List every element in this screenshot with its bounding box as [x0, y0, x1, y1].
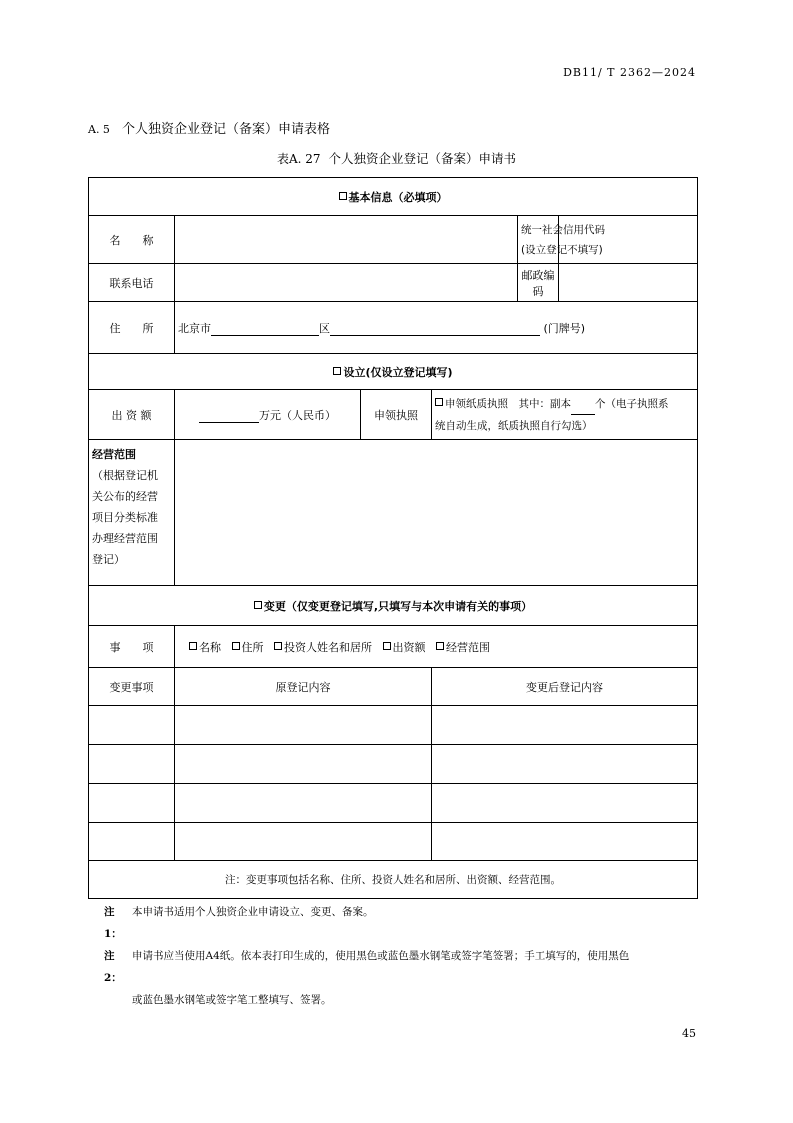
postal-code-label: 邮政编码 — [518, 264, 559, 302]
capital-field[interactable]: 万元（人民币） — [175, 390, 361, 440]
option-investor[interactable]: 投资人姓名和居所 — [274, 641, 372, 654]
change-item-cell[interactable] — [89, 706, 175, 745]
address-row — [89, 302, 698, 354]
option-address[interactable]: 住所 — [232, 641, 264, 654]
capital-label: 出 资 额 — [89, 390, 175, 440]
business-scope-label: 经营范围 （根据登记机 关公布的经营 项目分类标准 办理经营范围 登记） — [89, 440, 175, 586]
notes — [104, 901, 704, 1011]
credit-code-field[interactable] — [559, 216, 698, 264]
checkbox-icon — [254, 601, 262, 609]
col-new: 变更后登记内容 — [432, 668, 698, 706]
option-capital[interactable]: 出资额 — [383, 641, 426, 654]
original-cell[interactable] — [175, 706, 432, 745]
address-label: 住 所 — [89, 302, 175, 354]
checkbox-icon[interactable] — [189, 642, 197, 650]
name-label: 名 称 — [89, 216, 175, 264]
note-item: 或蓝色墨水钢笔或签字笔工整填写、签署。 — [132, 994, 332, 1006]
checkbox-icon[interactable] — [383, 642, 391, 650]
change-item-cell[interactable] — [89, 784, 175, 823]
name-field[interactable] — [175, 216, 518, 264]
table-title — [0, 149, 793, 167]
phone-row — [89, 264, 698, 302]
change-entry-row — [89, 784, 698, 823]
basic-info-heading-row — [89, 178, 698, 216]
original-cell[interactable] — [175, 745, 432, 784]
change-header-row — [89, 668, 698, 706]
option-name[interactable]: 名称 — [189, 641, 221, 654]
checkbox-icon — [333, 367, 341, 375]
change-items-row — [89, 626, 698, 668]
col-original: 原登记内容 — [175, 668, 432, 706]
new-cell[interactable] — [432, 706, 698, 745]
note-item: 注2： 申请书应当使用A4纸。依本表打印生成的，使用黑色或蓝色墨水钢笔或签字笔签署；手工填写的，使用黑色 — [104, 950, 630, 984]
change-entry-row — [89, 745, 698, 784]
original-cell[interactable] — [175, 784, 432, 823]
license-field[interactable]: 申领纸质执照 其中：副本 个（电子执照系 统自动生成，纸质执照自行勾选） — [432, 390, 698, 440]
change-heading: 变更（仅变更登记填写,只填写与本次申请有关的事项） — [89, 586, 698, 626]
change-entry-row — [89, 823, 698, 861]
change-item-cell[interactable] — [89, 745, 175, 784]
change-options — [175, 626, 698, 668]
checkbox-icon[interactable] — [274, 642, 282, 650]
table-caption: 个人独资企业登记（备案）申请书 — [328, 151, 517, 166]
checkbox-icon[interactable] — [232, 642, 240, 650]
address-field[interactable]: 北京市 区 (门牌号) — [175, 302, 698, 354]
phone-field[interactable] — [175, 264, 518, 302]
change-item-cell[interactable] — [89, 823, 175, 861]
new-cell[interactable] — [432, 823, 698, 861]
setup-heading: 设立(仅设立登记填写) — [89, 354, 698, 390]
page-number: 45 — [682, 1027, 696, 1040]
new-cell[interactable] — [432, 745, 698, 784]
business-scope-field[interactable] — [175, 440, 698, 586]
license-label: 申领执照 — [361, 390, 432, 440]
checkbox-icon[interactable] — [435, 398, 443, 406]
new-cell[interactable] — [432, 784, 698, 823]
change-entry-row — [89, 706, 698, 745]
note-item: 注1： 本申请书适用个人独资企业申请设立、变更、备案。 — [104, 906, 374, 940]
business-scope-row — [89, 440, 698, 586]
section-title: 个人独资企业登记（备案）申请表格 — [121, 122, 330, 137]
option-scope[interactable]: 经营范围 — [436, 641, 490, 654]
credit-code-label: 统一社会信用代码 (设立登记不填写) — [518, 216, 559, 264]
document-id: DB11/ T 2362—2024 — [563, 66, 696, 79]
name-row — [89, 216, 698, 264]
change-heading-row — [89, 586, 698, 626]
change-footer-note: 注：变更事项包括名称、住所、投资人姓名和居所、出资额、经营范围。 — [89, 861, 698, 899]
setup-heading-row — [89, 354, 698, 390]
change-items-label: 事 项 — [89, 626, 175, 668]
section-number: A. 5 — [88, 123, 110, 136]
checkbox-icon[interactable] — [436, 642, 444, 650]
section-heading — [88, 118, 330, 137]
basic-info-heading: 基本信息（必填项） — [89, 178, 698, 216]
original-cell[interactable] — [175, 823, 432, 861]
col-change-item: 变更事项 — [89, 668, 175, 706]
postal-code-field[interactable] — [559, 264, 698, 302]
application-form — [88, 177, 698, 899]
checkbox-icon — [339, 192, 347, 200]
phone-label: 联系电话 — [89, 264, 175, 302]
capital-row — [89, 390, 698, 440]
table-number: 表A. 27 — [276, 152, 321, 166]
change-note-row — [89, 861, 698, 899]
